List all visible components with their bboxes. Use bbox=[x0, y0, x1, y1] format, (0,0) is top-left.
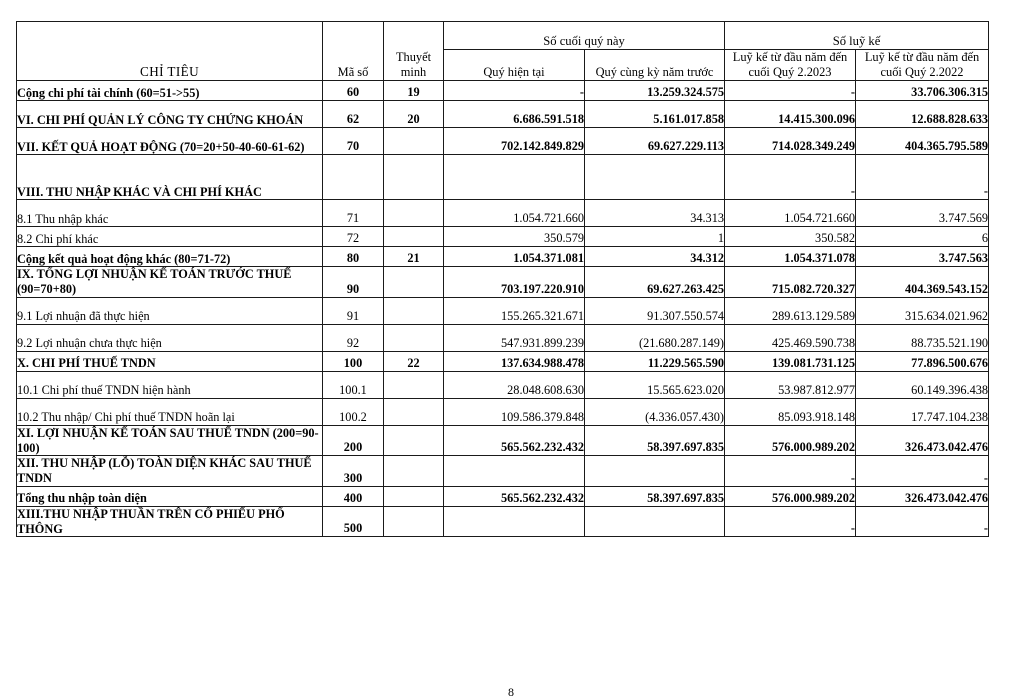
row-value-current-quarter: 137.634.988.478 bbox=[444, 351, 585, 371]
row-value-cumulative-2022: - bbox=[856, 506, 989, 537]
row-value-cumulative-2022: 60.149.396.438 bbox=[856, 371, 989, 398]
row-code: 400 bbox=[323, 486, 384, 506]
row-value-cumulative-2022: 326.473.042.476 bbox=[856, 486, 989, 506]
row-label: 10.2 Thu nhập/ Chi phí thuế TNDN hoãn lại bbox=[17, 398, 323, 425]
row-value-same-quarter-last-year: 58.397.697.835 bbox=[585, 486, 725, 506]
row-note bbox=[384, 227, 444, 247]
row-value-same-quarter-last-year: 91.307.550.574 bbox=[585, 297, 725, 324]
row-value-same-quarter-last-year: (21.680.287.149) bbox=[585, 324, 725, 351]
row-label: 8.1 Thu nhập khác bbox=[17, 200, 323, 227]
row-label: 9.2 Lợi nhuận chưa thực hiện bbox=[17, 324, 323, 351]
row-value-cumulative-2023: - bbox=[725, 81, 856, 101]
income-statement-table bbox=[16, 21, 989, 537]
table-row bbox=[17, 297, 989, 324]
row-value-same-quarter-last-year: 5.161.017.858 bbox=[585, 101, 725, 128]
row-note bbox=[384, 128, 444, 155]
row-value-current-quarter: 547.931.899.239 bbox=[444, 324, 585, 351]
row-value-same-quarter-last-year bbox=[585, 506, 725, 537]
row-code: 72 bbox=[323, 227, 384, 247]
table-row bbox=[17, 101, 989, 128]
row-label: Cộng kết quả hoạt động khác (80=71-72) bbox=[17, 247, 323, 267]
row-label: VIII. THU NHẬP KHÁC VÀ CHI PHÍ KHÁC bbox=[17, 155, 323, 200]
header-group-row bbox=[17, 22, 989, 50]
row-value-same-quarter-last-year: (4.336.057.430) bbox=[585, 398, 725, 425]
page-number: 8 bbox=[508, 685, 514, 699]
row-code: 300 bbox=[323, 456, 384, 487]
row-value-cumulative-2023: 576.000.989.202 bbox=[725, 486, 856, 506]
row-value-cumulative-2023: 715.082.720.327 bbox=[725, 267, 856, 298]
row-value-same-quarter-last-year bbox=[585, 155, 725, 200]
row-code: 62 bbox=[323, 101, 384, 128]
row-value-cumulative-2023: 576.000.989.202 bbox=[725, 425, 856, 456]
row-note bbox=[384, 506, 444, 537]
row-note bbox=[384, 456, 444, 487]
row-value-same-quarter-last-year: 1 bbox=[585, 227, 725, 247]
row-value-same-quarter-last-year: 58.397.697.835 bbox=[585, 425, 725, 456]
row-code: 90 bbox=[323, 267, 384, 298]
table-row bbox=[17, 200, 989, 227]
row-note: 21 bbox=[384, 247, 444, 267]
row-note bbox=[384, 155, 444, 200]
row-note bbox=[384, 324, 444, 351]
row-note bbox=[384, 425, 444, 456]
row-note: 19 bbox=[384, 81, 444, 101]
row-value-same-quarter-last-year: 34.312 bbox=[585, 247, 725, 267]
table-body bbox=[17, 81, 989, 537]
row-value-cumulative-2022: 315.634.021.962 bbox=[856, 297, 989, 324]
row-value-same-quarter-last-year bbox=[585, 456, 725, 487]
row-value-cumulative-2022: 404.369.543.152 bbox=[856, 267, 989, 298]
row-value-cumulative-2023: 53.987.812.977 bbox=[725, 371, 856, 398]
header-group-cumulative: Số luỹ kế bbox=[725, 22, 989, 50]
row-note bbox=[384, 200, 444, 227]
row-label: XIII.THU NHẬP THUẦN TRÊN CỔ PHIẾU PHỔ THÔNG bbox=[17, 506, 323, 537]
row-value-current-quarter: - bbox=[444, 81, 585, 101]
row-value-current-quarter: 565.562.232.432 bbox=[444, 425, 585, 456]
row-value-current-quarter: 350.579 bbox=[444, 227, 585, 247]
row-label: IX. TỔNG LỢI NHUẬN KẾ TOÁN TRƯỚC THUẾ (90=70+80) bbox=[17, 267, 323, 298]
row-value-cumulative-2023: 350.582 bbox=[725, 227, 856, 247]
row-label: 9.1 Lợi nhuận đã thực hiện bbox=[17, 297, 323, 324]
row-code bbox=[323, 155, 384, 200]
row-code: 80 bbox=[323, 247, 384, 267]
row-note bbox=[384, 297, 444, 324]
row-value-current-quarter: 565.562.232.432 bbox=[444, 486, 585, 506]
header-ma-so: Mã số bbox=[323, 22, 384, 81]
table-row bbox=[17, 351, 989, 371]
row-note: 20 bbox=[384, 101, 444, 128]
row-label: 8.2 Chi phí khác bbox=[17, 227, 323, 247]
header-col-current-quarter: Quý hiện tại bbox=[444, 50, 585, 81]
financial-statement-page bbox=[16, 21, 989, 699]
row-code: 71 bbox=[323, 200, 384, 227]
header-col-cumulative-2023: Luỹ kế từ đầu năm đến cuối Quý 2.2023 bbox=[725, 50, 856, 81]
row-value-cumulative-2022: - bbox=[856, 456, 989, 487]
header-group-current-quarter: Số cuối quý này bbox=[444, 22, 725, 50]
row-code: 100.2 bbox=[323, 398, 384, 425]
table-row bbox=[17, 227, 989, 247]
table-row bbox=[17, 128, 989, 155]
header-thuyet-minh: Thuyết minh bbox=[384, 22, 444, 81]
row-value-current-quarter: 1.054.371.081 bbox=[444, 247, 585, 267]
row-code: 100.1 bbox=[323, 371, 384, 398]
header-chi-tieu: CHỈ TIÊU bbox=[17, 22, 323, 81]
row-code: 100 bbox=[323, 351, 384, 371]
row-value-same-quarter-last-year: 15.565.623.020 bbox=[585, 371, 725, 398]
row-value-cumulative-2023: - bbox=[725, 456, 856, 487]
row-value-same-quarter-last-year: 69.627.229.113 bbox=[585, 128, 725, 155]
row-label: XI. LỢI NHUẬN KẾ TOÁN SAU THUẾ TNDN (200=90-100) bbox=[17, 425, 323, 456]
row-code: 500 bbox=[323, 506, 384, 537]
row-value-cumulative-2022: 77.896.500.676 bbox=[856, 351, 989, 371]
header-col-cumulative-2022: Luỹ kế từ đầu năm đến cuối Quý 2.2022 bbox=[856, 50, 989, 81]
row-value-same-quarter-last-year: 69.627.263.425 bbox=[585, 267, 725, 298]
table-row bbox=[17, 324, 989, 351]
table-row bbox=[17, 247, 989, 267]
table-row bbox=[17, 456, 989, 487]
row-label: Cộng chi phí tài chính (60=51->55) bbox=[17, 81, 323, 101]
row-label: VI. CHI PHÍ QUẢN LÝ CÔNG TY CHỨNG KHOÁN bbox=[17, 101, 323, 128]
row-value-current-quarter bbox=[444, 456, 585, 487]
row-note bbox=[384, 267, 444, 298]
table-row bbox=[17, 155, 989, 200]
row-value-cumulative-2022: 6 bbox=[856, 227, 989, 247]
row-value-same-quarter-last-year: 34.313 bbox=[585, 200, 725, 227]
header-col-same-quarter-last-year: Quý cùng kỳ năm trước bbox=[585, 50, 725, 81]
row-value-cumulative-2022: 17.747.104.238 bbox=[856, 398, 989, 425]
row-code: 70 bbox=[323, 128, 384, 155]
row-value-same-quarter-last-year: 11.229.565.590 bbox=[585, 351, 725, 371]
row-value-cumulative-2022: 12.688.828.633 bbox=[856, 101, 989, 128]
row-label: X. CHI PHÍ THUẾ TNDN bbox=[17, 351, 323, 371]
row-value-current-quarter bbox=[444, 155, 585, 200]
row-label: 10.1 Chi phí thuế TNDN hiện hành bbox=[17, 371, 323, 398]
row-value-same-quarter-last-year: 13.259.324.575 bbox=[585, 81, 725, 101]
row-value-current-quarter: 28.048.608.630 bbox=[444, 371, 585, 398]
row-value-cumulative-2023: - bbox=[725, 155, 856, 200]
row-note bbox=[384, 371, 444, 398]
table-row bbox=[17, 81, 989, 101]
row-value-cumulative-2023: 1.054.371.078 bbox=[725, 247, 856, 267]
row-label: XII. THU NHẬP (LỖ) TOÀN DIỆN KHÁC SAU THUẾ TNDN bbox=[17, 456, 323, 487]
row-value-cumulative-2023: 14.415.300.096 bbox=[725, 101, 856, 128]
table-row bbox=[17, 398, 989, 425]
table-row bbox=[17, 486, 989, 506]
row-note bbox=[384, 486, 444, 506]
row-label: VII. KẾT QUẢ HOẠT ĐỘNG (70=20+50-40-60-61-62) bbox=[17, 128, 323, 155]
row-value-current-quarter bbox=[444, 506, 585, 537]
row-value-current-quarter: 6.686.591.518 bbox=[444, 101, 585, 128]
row-code: 91 bbox=[323, 297, 384, 324]
row-value-cumulative-2023: 425.469.590.738 bbox=[725, 324, 856, 351]
row-value-cumulative-2023: 85.093.918.148 bbox=[725, 398, 856, 425]
row-value-current-quarter: 703.197.220.910 bbox=[444, 267, 585, 298]
row-code: 92 bbox=[323, 324, 384, 351]
row-value-cumulative-2022: 33.706.306.315 bbox=[856, 81, 989, 101]
row-value-current-quarter: 109.586.379.848 bbox=[444, 398, 585, 425]
table-row bbox=[17, 371, 989, 398]
row-code: 200 bbox=[323, 425, 384, 456]
row-value-cumulative-2022: 3.747.569 bbox=[856, 200, 989, 227]
row-value-current-quarter: 155.265.321.671 bbox=[444, 297, 585, 324]
row-value-cumulative-2023: 289.613.129.589 bbox=[725, 297, 856, 324]
row-value-cumulative-2023: 714.028.349.249 bbox=[725, 128, 856, 155]
row-value-cumulative-2022: 326.473.042.476 bbox=[856, 425, 989, 456]
row-note bbox=[384, 398, 444, 425]
row-value-cumulative-2022: 3.747.563 bbox=[856, 247, 989, 267]
row-value-cumulative-2022: - bbox=[856, 155, 989, 200]
row-code: 60 bbox=[323, 81, 384, 101]
row-label: Tổng thu nhập toàn diện bbox=[17, 486, 323, 506]
row-value-cumulative-2023: - bbox=[725, 506, 856, 537]
row-value-cumulative-2022: 404.365.795.589 bbox=[856, 128, 989, 155]
table-row bbox=[17, 506, 989, 537]
row-value-cumulative-2023: 139.081.731.125 bbox=[725, 351, 856, 371]
table-row bbox=[17, 425, 989, 456]
row-value-cumulative-2022: 88.735.521.190 bbox=[856, 324, 989, 351]
table-row bbox=[17, 267, 989, 298]
table-header bbox=[17, 22, 989, 81]
row-value-current-quarter: 702.142.849.829 bbox=[444, 128, 585, 155]
row-value-current-quarter: 1.054.721.660 bbox=[444, 200, 585, 227]
row-value-cumulative-2023: 1.054.721.660 bbox=[725, 200, 856, 227]
row-note: 22 bbox=[384, 351, 444, 371]
